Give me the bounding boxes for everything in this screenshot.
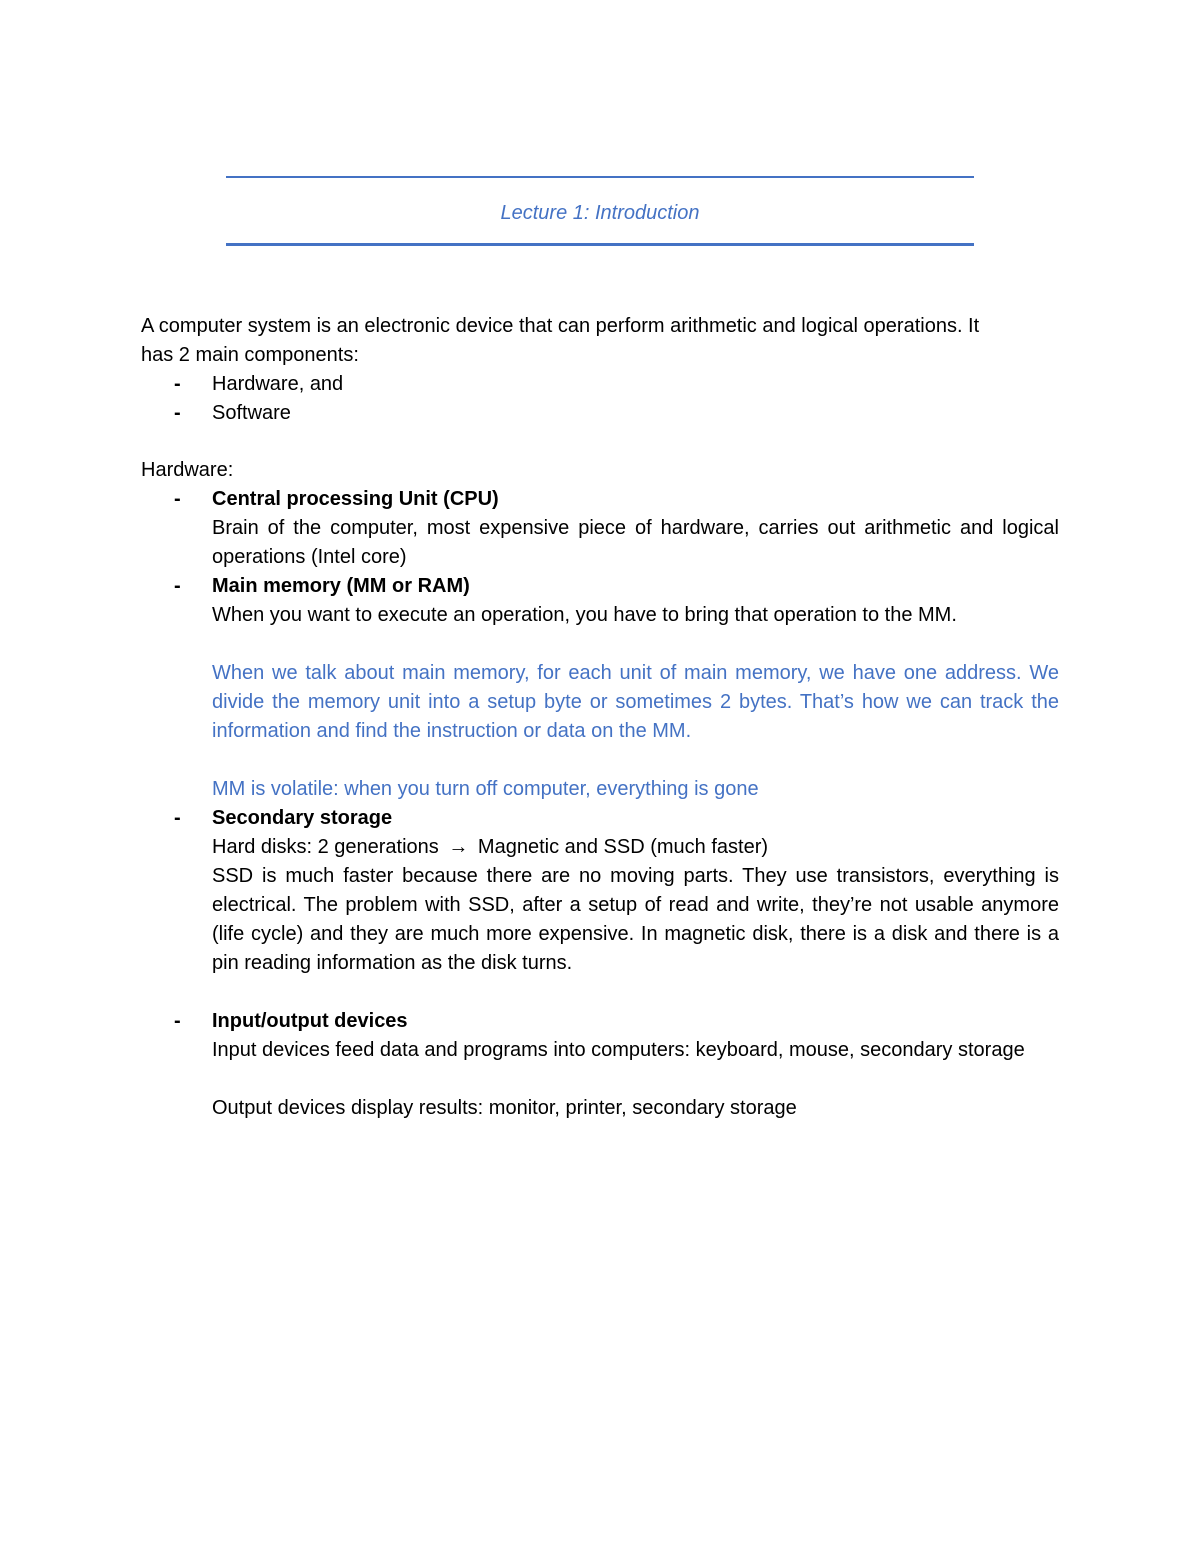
- list-item: [141, 399, 1059, 428]
- component-software: Software: [212, 402, 291, 424]
- hard-disks-line: [212, 833, 1059, 862]
- hardware-heading: Hardware:: [141, 459, 234, 481]
- secondary-storage-heading: Secondary storage: [212, 807, 393, 829]
- hardware-list: [141, 485, 1059, 1123]
- main-memory-note-volatile: MM is volatile: when you turn off computer, everything is gone: [212, 778, 759, 800]
- components-list: [141, 370, 1059, 428]
- component-hardware: Hardware, and: [212, 373, 344, 395]
- intro-paragraph: [141, 312, 1059, 370]
- input-devices-text: Input devices feed data and programs into computers: keyboard, mouse, secondary storage: [212, 1039, 1025, 1061]
- list-marker: -: [174, 1010, 181, 1032]
- main-memory-text: When you want to execute an operation, you have to bring that operation to the MM.: [212, 604, 957, 626]
- list-item: [141, 370, 1059, 399]
- io-devices-heading: Input/output devices: [212, 1010, 408, 1032]
- list-marker: -: [174, 402, 181, 424]
- output-devices-text: Output devices display results: monitor, printer, secondary storage: [212, 1097, 797, 1119]
- ssd-text: SSD is much faster because there are no moving parts. They use transistors, everything is electrical. The problem with SSD, after a setup of read and write, they’re not usable anymore (life cycle) and they are much more expensive. In magnetic disk, there is a disk and there is a pin reading information as the disk turns.: [212, 865, 1059, 974]
- list-item-secondary-storage: [141, 804, 1059, 1007]
- list-item-cpu: [141, 485, 1059, 572]
- list-item-main-memory: [141, 572, 1059, 804]
- title-bottom-rule: [226, 243, 974, 246]
- intro-line-2: has 2 main components:: [141, 344, 359, 366]
- main-memory-heading: Main memory (MM or RAM): [212, 575, 470, 597]
- list-marker: -: [174, 488, 181, 510]
- hard-disks-text: Hard disks: 2 generations: [212, 836, 439, 858]
- list-marker: -: [174, 373, 181, 395]
- main-memory-note-address: When we talk about main memory, for each unit of main memory, we have one address. We divide the memory unit into a setup byte or sometimes 2 bytes. That’s how we can track the information and find the instruction or data on the MM.: [212, 662, 1059, 742]
- title-top-rule: [226, 176, 974, 178]
- cpu-text: Brain of the computer, most expensive piece of hardware, carries out arithmetic and logical operations (Intel core): [212, 517, 1059, 568]
- right-arrow-icon: →: [448, 836, 469, 858]
- hard-disks-types: Magnetic and SSD (much faster): [477, 836, 769, 858]
- list-marker: -: [174, 807, 181, 829]
- list-item-io-devices: [141, 1007, 1059, 1123]
- cpu-heading: Central processing Unit (CPU): [212, 488, 499, 510]
- list-marker: -: [174, 575, 181, 597]
- intro-line-1: A computer system is an electronic device that can perform arithmetic and logical operations. It: [141, 315, 980, 337]
- page-title: Lecture 1: Introduction: [500, 202, 700, 224]
